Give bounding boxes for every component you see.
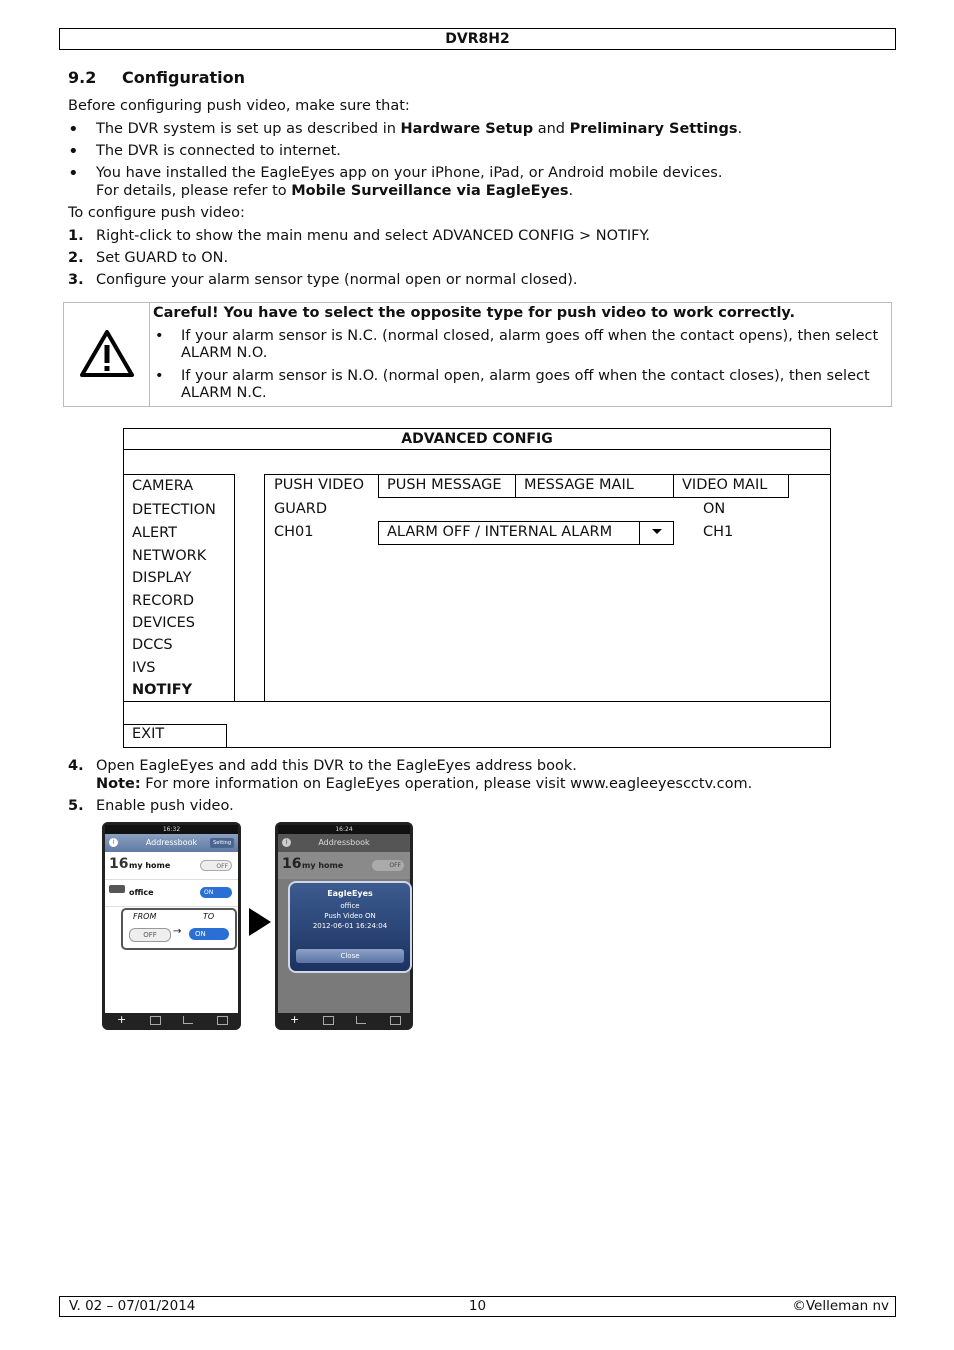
menu-item-notify[interactable]: NOTIFY bbox=[132, 682, 193, 698]
toggle-off[interactable]: OFF bbox=[200, 860, 232, 871]
bullet-icon: • bbox=[68, 141, 79, 162]
menu-title: ADVANCED CONFIG bbox=[124, 429, 830, 450]
phone-screenshot-before bbox=[102, 822, 241, 1030]
print-icon[interactable] bbox=[217, 1016, 228, 1025]
bullet-icon: • bbox=[155, 328, 164, 344]
warning-box bbox=[63, 302, 892, 407]
dvr-icon: 16 bbox=[109, 856, 129, 872]
section-number: 9.2 bbox=[68, 68, 97, 87]
info-icon[interactable]: i bbox=[109, 838, 118, 847]
document-footer bbox=[59, 1296, 896, 1317]
nav-bar: i Addressbook bbox=[278, 834, 410, 852]
document-header bbox=[59, 28, 896, 50]
menu-item-devices[interactable]: DEVICES bbox=[132, 615, 196, 631]
nav-bar bbox=[105, 834, 238, 852]
phone-screenshot-after bbox=[275, 822, 413, 1030]
warning-title: Careful! You have to select the opposite type for push video to work correctly. bbox=[153, 305, 796, 321]
play-arrow-icon bbox=[246, 906, 274, 938]
bullet-icon: • bbox=[68, 163, 79, 184]
menu-sidebar bbox=[124, 474, 235, 702]
bullet-icon: • bbox=[68, 119, 79, 140]
section-title bbox=[68, 68, 245, 87]
alert-popup: EagleEyes office Push Video ON 2012-06-01 16:24:04 Close bbox=[288, 881, 412, 973]
status-bar: 16:24 bbox=[278, 825, 410, 834]
copyright-text: ©Velleman nv bbox=[792, 1298, 889, 1314]
menu-content bbox=[264, 474, 831, 702]
menu-item-camera[interactable]: CAMERA bbox=[132, 478, 194, 494]
warning-icon bbox=[79, 329, 135, 379]
menu-item-detection[interactable]: DETECTION bbox=[132, 502, 216, 518]
menu-item-network[interactable]: NETWORK bbox=[132, 548, 207, 564]
chart-icon bbox=[356, 1016, 366, 1024]
callout-box: FROM TO OFF → ON bbox=[121, 908, 237, 950]
tab-message-mail[interactable]: MESSAGE MAIL bbox=[515, 474, 674, 498]
list-icon[interactable] bbox=[150, 1016, 161, 1025]
guard-value[interactable]: ON bbox=[703, 501, 726, 517]
add-icon[interactable]: + bbox=[117, 1013, 127, 1026]
list-item[interactable]: office ON bbox=[105, 879, 238, 907]
camera-icon bbox=[109, 885, 125, 893]
setting-button[interactable]: Setting bbox=[210, 838, 234, 848]
menu-item-alert[interactable]: ALERT bbox=[132, 525, 178, 541]
list-item: 16 my home OFF bbox=[278, 852, 410, 879]
tab-video-mail[interactable]: VIDEO MAIL bbox=[673, 474, 789, 498]
dvr-icon: 16 bbox=[282, 856, 302, 872]
tab-push-video[interactable]: PUSH VIDEO bbox=[274, 477, 365, 493]
menu-item-dccs[interactable]: DCCS bbox=[132, 637, 173, 653]
toggle-on: ON bbox=[189, 928, 229, 940]
bullet-icon: • bbox=[155, 368, 164, 384]
page-number: 10 bbox=[468, 1298, 487, 1314]
warning-item: • If your alarm sensor is N.C. (normal closed, alarm goes off when the contact opens), then select ALARM N.O. bbox=[155, 328, 879, 361]
model-name: DVR8H2 bbox=[445, 31, 510, 47]
status-bar: 16:32 bbox=[105, 825, 238, 834]
warning-item: • If your alarm sensor is N.O. (normal open, alarm goes off when the contact closes), then select ALARM N.C. bbox=[155, 368, 870, 401]
print-icon bbox=[390, 1016, 401, 1025]
nav-title: Addressbook bbox=[145, 838, 198, 847]
dropdown-arrow-icon[interactable] bbox=[639, 522, 674, 544]
chart-icon[interactable] bbox=[183, 1016, 193, 1024]
add-icon: + bbox=[290, 1013, 300, 1026]
tab-push-message[interactable]: PUSH MESSAGE bbox=[378, 474, 516, 498]
version-text: V. 02 – 07/01/2014 bbox=[69, 1298, 196, 1314]
close-button[interactable]: Close bbox=[296, 949, 404, 963]
channel-value: CH1 bbox=[703, 524, 734, 540]
exit-button[interactable]: EXIT bbox=[124, 724, 227, 747]
advanced-config-menu bbox=[123, 428, 831, 748]
toggle-on[interactable]: ON bbox=[200, 887, 232, 898]
channel-label: CH01 bbox=[274, 524, 314, 540]
toggle-off: OFF bbox=[129, 928, 171, 942]
section-heading: Configuration bbox=[122, 68, 246, 87]
menu-item-ivs[interactable]: IVS bbox=[132, 660, 156, 676]
list-icon bbox=[323, 1016, 334, 1025]
tab-bar bbox=[278, 1013, 410, 1027]
intro-text: Before configuring push video, make sure that: bbox=[68, 98, 410, 114]
list-item[interactable]: 16 my home OFF bbox=[105, 852, 238, 880]
info-icon: i bbox=[282, 838, 291, 847]
toggle-off: OFF bbox=[372, 860, 404, 871]
guard-label: GUARD bbox=[274, 501, 328, 517]
menu-item-display[interactable]: DISPLAY bbox=[132, 570, 192, 586]
alarm-type-select[interactable]: ALARM OFF / INTERNAL ALARM bbox=[378, 521, 674, 545]
configure-intro: To configure push video: bbox=[68, 205, 245, 221]
menu-item-record[interactable]: RECORD bbox=[132, 593, 195, 609]
arrow-right-icon: → bbox=[173, 926, 182, 937]
tab-bar bbox=[105, 1013, 238, 1027]
